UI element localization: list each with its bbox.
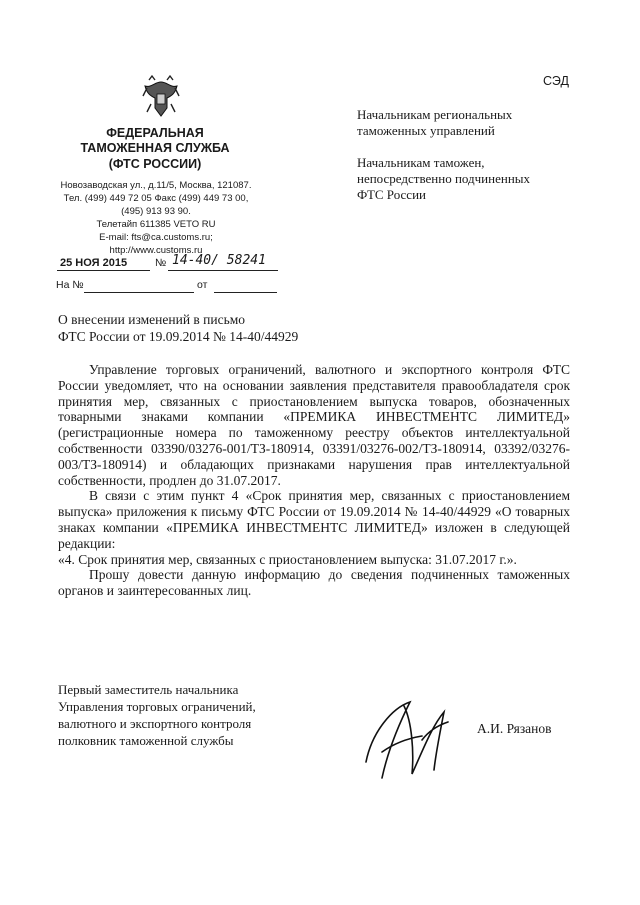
registration-number-label: № [155, 257, 167, 269]
recipient-group2-line1: Начальникам таможен, [357, 155, 485, 170]
body-paragraph-1: Управление торговых ограничений, валютного и экспортного контроля ФТС России уведомляет, что на основании заявления представителя правообладателя срок принятия мер, связанных с приостановлением выпуска товаров, обозначенных товарными знаками компании «ПРЕМИКА ИНВЕСТМЕНТС ЛИМИТЕД» (регистрационные номера по таможенному реестру объектов интеллектуальной собственности 03390/03276-001/ТЗ-180914, 03391/03276-002/ТЗ-180914, 03392/03276-003/ТЗ-180914) и обладающих признаками нарушения прав интеллектуальной собственности, продлен до 31.07.2017. [58, 362, 570, 488]
sender-phone2: (495) 913 93 90. [121, 206, 191, 217]
agency-name-line2: ТАМОЖЕННАЯ СЛУЖБА [80, 141, 230, 155]
coat-of-arms-icon [141, 74, 181, 118]
signer-title-line2: Управления торговых ограничений, [58, 699, 256, 714]
recipient-group2-line3: ФТС России [357, 187, 426, 202]
recipient-group1-line2: таможенных управлений [357, 123, 495, 138]
registration-date: 25 НОЯ 2015 [60, 257, 128, 269]
sender-phone-fax: Тел. (499) 449 72 05 Факс (499) 449 73 00, [63, 193, 249, 204]
handwritten-signature [352, 692, 462, 788]
letter-body [58, 362, 570, 599]
registration-number: 14-40/ 58241 [172, 253, 266, 268]
body-paragraph-2: В связи с этим пункт 4 «Срок принятия мер, связанных с приостановлением выпуска» приложения к письму ФТС России от 19.09.2014 № 14-40/44929 «О товарных знаках компании «ПРЕМИКА ИНВЕСТМЕНТС ЛИМИТЕД» изложен в следующей редакции: [58, 488, 570, 551]
sender-telex: Телетайп 611385 VETO RU [96, 219, 216, 230]
reference-from-label: от [197, 279, 208, 291]
subject-line1: О внесении изменений в письмо [58, 312, 246, 327]
body-paragraph-4: Прошу довести данную информацию до сведения подчиненных таможенных органов и заинтересованных лиц. [58, 567, 570, 599]
agency-short-name: (ФТС РОССИИ) [108, 157, 202, 171]
agency-name-line1: ФЕДЕРАЛЬНАЯ [106, 126, 204, 140]
signer-name: А.И. Рязанов [477, 721, 552, 736]
body-paragraph-3: «4. Срок принятия мер, связанных с приостановлением выпуска: 31.07.2017 г.». [58, 551, 517, 567]
signer-title-line1: Первый заместитель начальника [58, 682, 239, 697]
sender-address: Новозаводская ул., д.11/5, Москва, 121087. [60, 180, 252, 191]
recipient-group2-line2: непосредственно подчиненных [357, 171, 531, 186]
recipient-group1-line1: Начальникам региональных [357, 107, 513, 122]
sender-email: E-mail: fts@ca.customs.ru; http://www.customs.ru [99, 232, 213, 256]
subject-line2: ФТС России от 19.09.2014 № 14-40/44929 [58, 329, 299, 344]
signer-title-line4: полковник таможенной службы [58, 733, 234, 748]
signer-title-line3: валютного и экспортного контроля [58, 716, 252, 731]
document-tag: СЭД [543, 74, 569, 88]
reference-label: На № [56, 279, 84, 291]
